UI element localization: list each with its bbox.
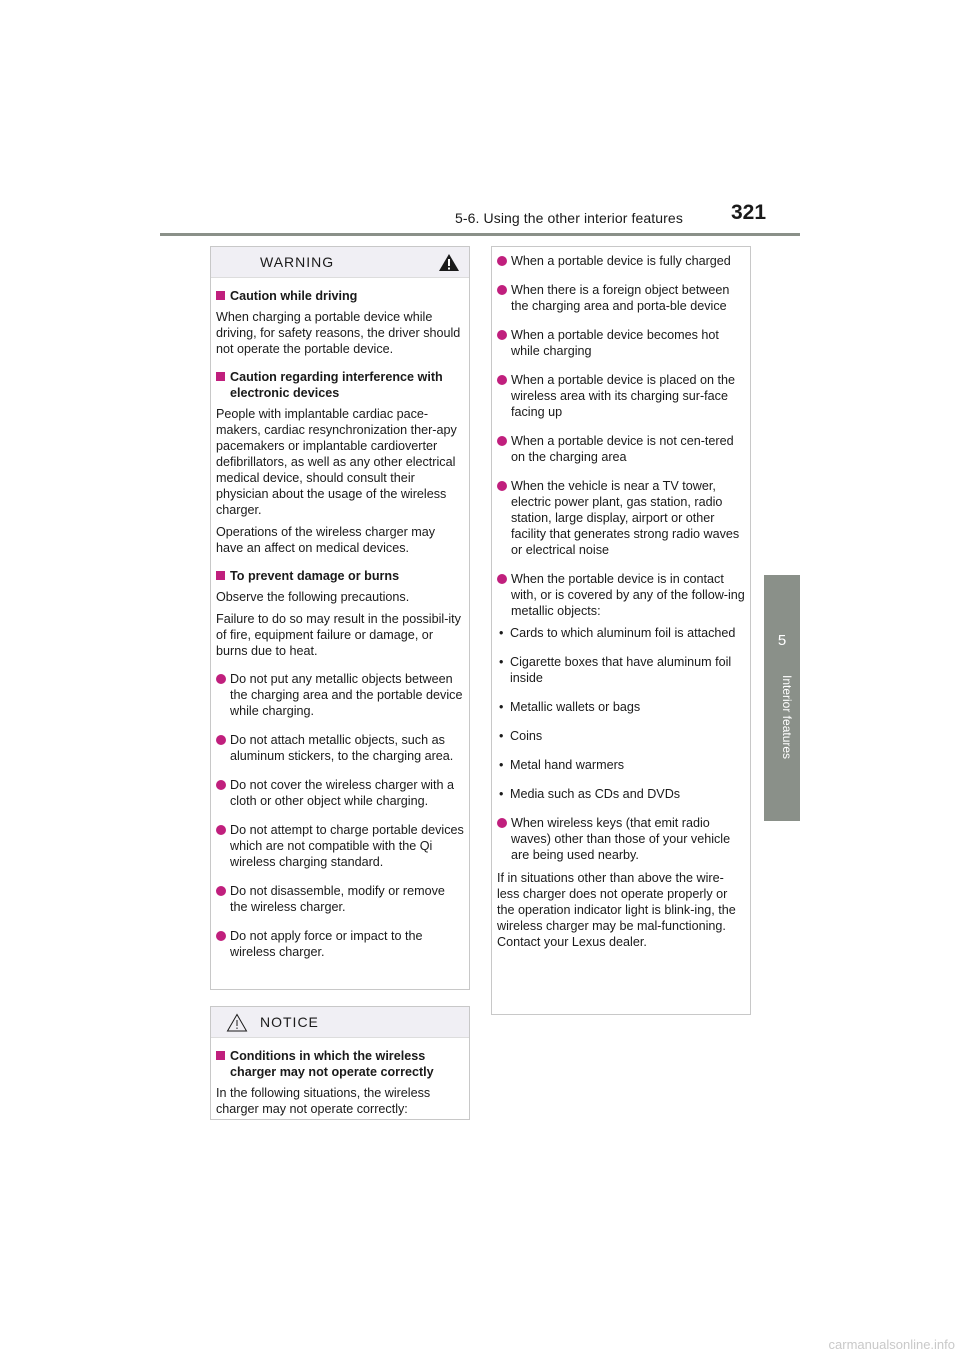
warning-paragraph: People with implantable cardiac pace-makers, cardiac resynchronization ther-apy pacemakers or implantable cardioverter defibrillators, as well as any other electrical medical device, should consult their physician about the usage of the wireless charger. [216, 407, 457, 517]
list-item: Do not attempt to charge portable devices which are not compatible with the Qi wireless charging standard. [216, 822, 464, 870]
warning-title: WARNING [260, 254, 335, 270]
bullet-dot-icon [497, 375, 507, 385]
warning-paragraph: Failure to do so may result in the possibil-ity of fire, equipment failure or damage, or burns due to heat. [216, 612, 461, 658]
warning-heading-driving: Caution while driving [216, 288, 464, 304]
section-title: 5-6. Using the other interior features [455, 210, 683, 226]
bullet-dot-icon [497, 574, 507, 584]
square-bullet-icon [216, 372, 225, 381]
warning-paragraph: Operations of the wireless charger may have an affect on medical devices. [216, 525, 436, 555]
list-item: Do not attach metallic objects, such as aluminum stickers, to the charging area. [216, 732, 464, 764]
list-item: When wireless keys (that emit radio waves) other than those of your vehicle are being used nearby. [497, 815, 745, 863]
notice-triangle-icon [226, 1013, 248, 1032]
list-item: Do not disassemble, modify or remove the wireless charger. [216, 883, 464, 915]
header-rule [160, 233, 800, 236]
list-item: When the vehicle is near a TV tower, electric power plant, gas station, radio station, large display, airport or other facility that generates strong radio waves or electrical noise [497, 478, 745, 558]
warning-triangle-icon [438, 253, 460, 272]
warning-body [211, 278, 469, 960]
list-item: When a portable device is placed on the wireless area with its charging sur-face facing up [497, 372, 745, 420]
notice-continued-body [492, 247, 750, 950]
list-item: Do not apply force or impact to the wireless charger. [216, 928, 464, 960]
warning-header [211, 247, 469, 278]
warning-heading-interference: Caution regarding interference with electronic devices [216, 369, 464, 401]
notice-body [211, 1038, 469, 1117]
warning-paragraph: When charging a portable device while driving, for safety reasons, the driver should not operate the portable device. [216, 310, 461, 356]
bullet-dot-icon [216, 931, 226, 941]
notice-heading: Conditions in which the wireless charger may not operate correctly [216, 1048, 464, 1080]
sub-list-item: • Metallic wallets or bags [499, 700, 641, 714]
notice-header [211, 1007, 469, 1038]
chapter-number: 5 [777, 632, 787, 649]
notice-paragraph: In the following situations, the wireless charger may not operate correctly: [216, 1086, 431, 1116]
bullet-dot-icon [497, 256, 507, 266]
square-bullet-icon [216, 571, 225, 580]
list-item: When a portable device becomes hot while charging [497, 327, 745, 359]
list-item: Do not cover the wireless charger with a cloth or other object while charging. [216, 777, 464, 809]
sub-list-item: • Cigarette boxes that have aluminum foil inside [499, 655, 732, 685]
bullet-dot-icon [497, 436, 507, 446]
list-item: When a portable device is not cen-tered on the charging area [497, 433, 745, 465]
square-bullet-icon [216, 1051, 225, 1060]
notice-continued-box [491, 246, 751, 1015]
bullet-dot-icon [216, 825, 226, 835]
notice-box [210, 1006, 470, 1120]
list-item: When a portable device is fully charged [497, 253, 745, 269]
sub-list-item: • Media such as CDs and DVDs [499, 787, 681, 801]
list-item: Do not put any metallic objects between the charging area and the portable device while charging. [216, 671, 464, 719]
list-item: When there is a foreign object between the charging area and porta-ble device [497, 282, 745, 314]
page-number: 321 [731, 201, 767, 224]
sub-list-item: • Metal hand warmers [499, 758, 625, 772]
notice-title: NOTICE [260, 1014, 319, 1030]
bullet-dot-icon [216, 780, 226, 790]
bullet-dot-icon [216, 674, 226, 684]
bullet-dot-icon [497, 330, 507, 340]
sub-list-item: • Coins [499, 729, 543, 743]
bullet-dot-icon [216, 886, 226, 896]
square-bullet-icon [216, 291, 225, 300]
bullet-dot-icon [497, 481, 507, 491]
warning-paragraph: Observe the following precautions. [216, 590, 410, 604]
watermark: carmanualsonline.info [828, 1337, 955, 1352]
chapter-label: Interior features [780, 675, 794, 760]
closing-paragraph: If in situations other than above the wire-less charger does not operate properly or the operation indicator light is blink-ing, the wireless charger may be mal-functioning. Contact your Lexus dealer. [497, 871, 736, 949]
warning-box [210, 246, 470, 990]
list-item: When the portable device is in contact with, or is covered by any of the follow-ing metallic objects: [497, 571, 745, 619]
bullet-dot-icon [497, 818, 507, 828]
sub-list-item: • Cards to which aluminum foil is attached [499, 626, 736, 640]
warning-heading-damage: To prevent damage or burns [216, 568, 464, 584]
bullet-dot-icon [216, 735, 226, 745]
chapter-side-tab [764, 575, 800, 821]
bullet-dot-icon [497, 285, 507, 295]
